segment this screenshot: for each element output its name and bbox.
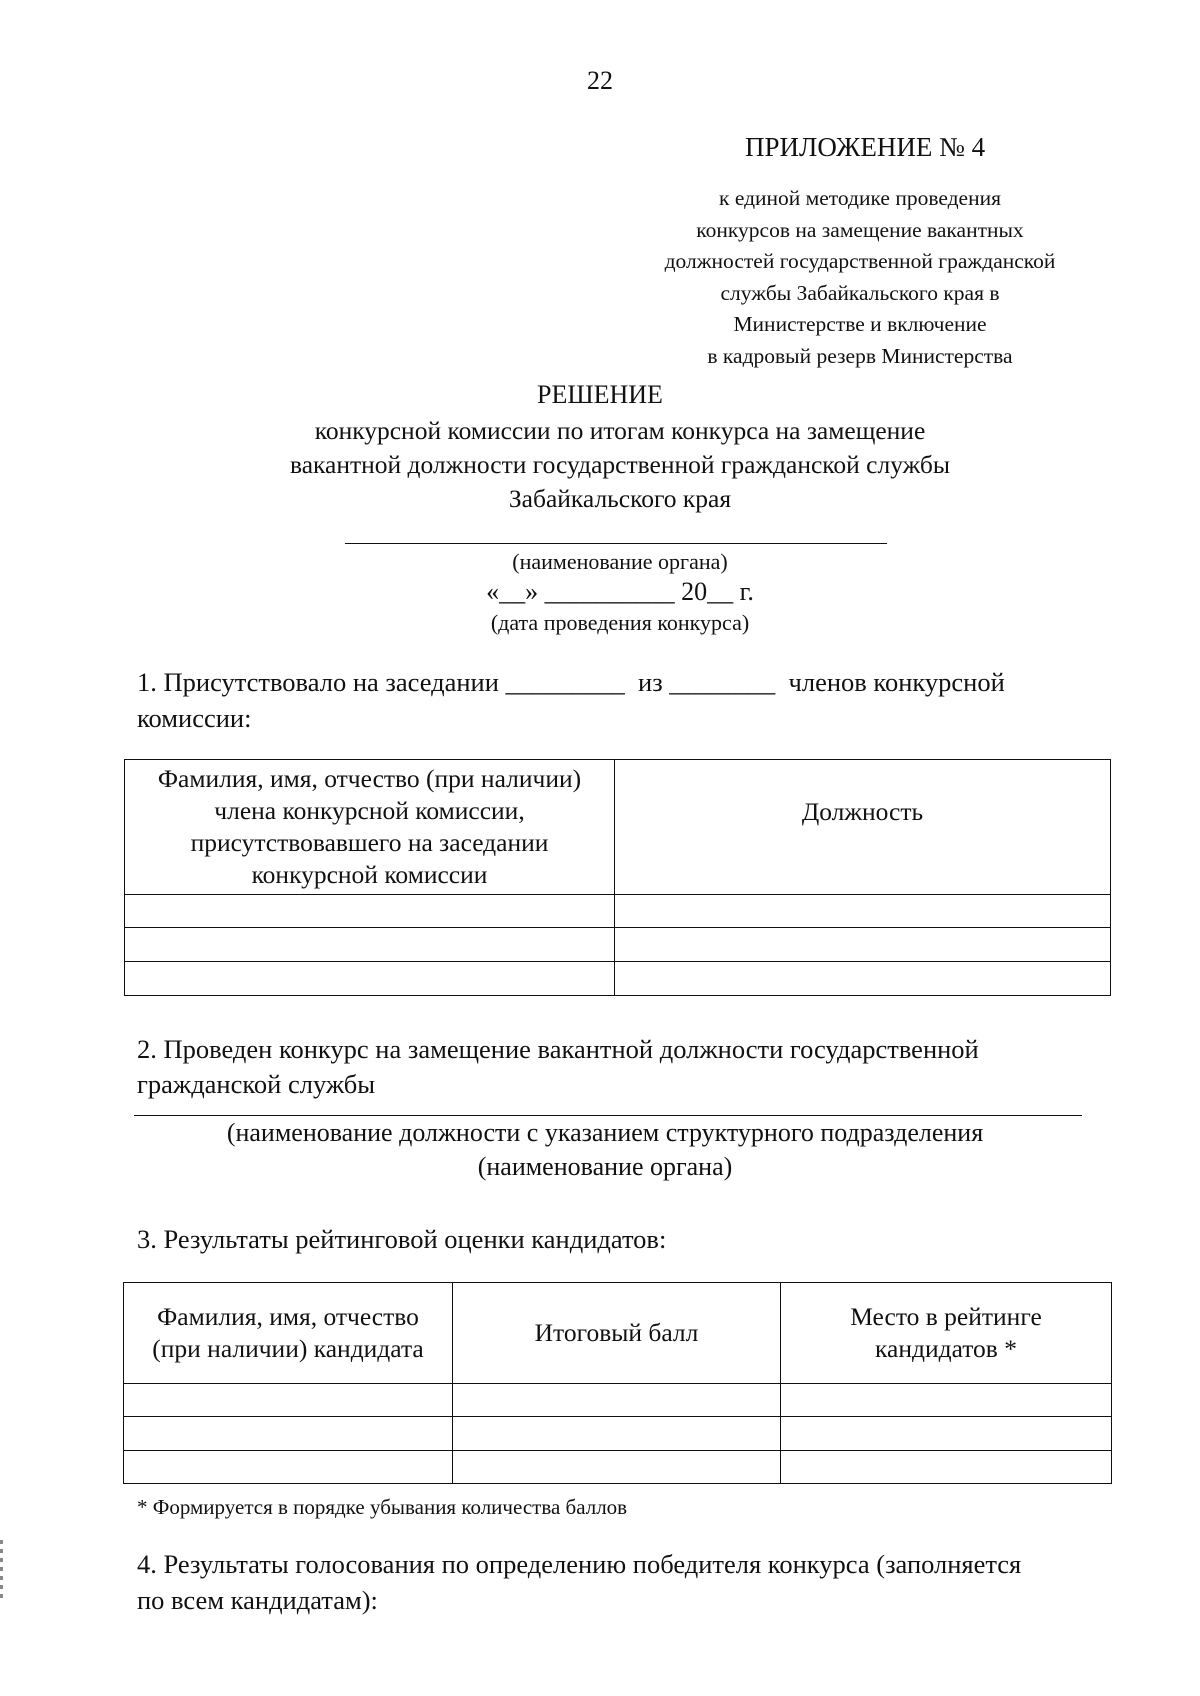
decision-subtitle-line: вакантной должности государственной гражданской службы: [289, 450, 951, 479]
section3-text: 3. Результаты рейтинговой оценки кандидатов:: [137, 1224, 667, 1254]
table-row: [125, 895, 1111, 928]
contest-date-caption: (дата проведения конкурса): [490, 610, 750, 635]
table-cell[interactable]: [453, 1384, 781, 1417]
header-member-name: Фамилия, имя, отчество (при наличии) члена конкурсной комиссии, присутствовавшего на заседании конкурсной комиссии: [125, 760, 615, 895]
decision-subtitle-line: Забайкальского края: [508, 484, 732, 513]
table-cell[interactable]: [124, 1417, 453, 1451]
rating-results-table: [123, 1282, 1112, 1484]
header-position: Должность: [615, 760, 1111, 895]
header-rating-place: Место в рейтинге кандидатов *: [781, 1283, 1112, 1384]
table-cell[interactable]: [125, 895, 615, 928]
appendix-subtitle: [600, 183, 1120, 372]
table-cell[interactable]: [615, 962, 1111, 996]
organ-name-blank-line[interactable]: [345, 543, 887, 544]
commission-members-table: [124, 759, 1111, 996]
table-row: [125, 962, 1111, 996]
section4-text-line2: по всем кандидатам):: [137, 1585, 378, 1615]
table-cell[interactable]: [781, 1384, 1112, 1417]
section1-text-line2: комиссии:: [137, 703, 252, 733]
decision-subtitle-line: конкурсной комиссии по итогам конкурса на замещение: [314, 416, 926, 445]
table-row: [124, 1417, 1112, 1451]
table-cell[interactable]: [453, 1417, 781, 1451]
table-cell[interactable]: [781, 1417, 1112, 1451]
organ-name-caption: (наименование органа): [512, 549, 728, 574]
table-cell[interactable]: [781, 1451, 1112, 1484]
table-cell[interactable]: [125, 928, 615, 962]
table-cell[interactable]: [125, 962, 615, 996]
scan-edge-mark: [0, 1540, 3, 1600]
table-cell[interactable]: [124, 1384, 453, 1417]
appendix-subtitle-line: должностей государственной гражданской: [664, 249, 1056, 273]
table-row: [125, 928, 1111, 962]
section4-text-line1: 4. Результаты голосования по определению победителя конкурса (заполняется: [137, 1549, 1022, 1579]
table-cell[interactable]: [453, 1451, 781, 1484]
table-cell[interactable]: [615, 928, 1111, 962]
header-total-score: Итоговый балл: [453, 1283, 781, 1384]
table-cell[interactable]: [615, 895, 1111, 928]
table-cell[interactable]: [124, 1451, 453, 1484]
position-name-blank-line[interactable]: [134, 1115, 1082, 1116]
appendix-subtitle-line: службы Забайкальского края в: [720, 280, 1000, 305]
section2-text-line1: 2. Проведен конкурс на замещение вакантной должности государственной: [137, 1034, 979, 1064]
section2-text-line2: гражданской службы: [137, 1069, 376, 1099]
header-candidate-name: Фамилия, имя, отчество (при наличии) кандидата: [124, 1283, 453, 1384]
appendix-subtitle-line: к единой методике проведения: [719, 186, 1001, 210]
position-name-caption: (наименование должности с указанием структурного подразделения: [226, 1118, 984, 1147]
appendix-subtitle-line: конкурсов на замещение вакантных: [696, 217, 1024, 242]
table-row: [124, 1451, 1112, 1484]
table-header-row: [124, 1283, 1112, 1384]
contest-date-line[interactable]: «__» __________ 20__ г.: [486, 577, 754, 606]
decision-title: РЕШЕНИЕ: [537, 380, 663, 409]
organ-name-caption-2: (наименование органа): [477, 1152, 733, 1181]
appendix-title: ПРИЛОЖЕНИЕ № 4: [745, 132, 986, 162]
page-number: 22: [587, 66, 613, 95]
rating-footnote: * Формируется в порядке убывания количества баллов: [137, 1495, 628, 1519]
decision-subtitle: [200, 414, 1040, 516]
table-row: [124, 1384, 1112, 1417]
section1-text-line1: 1. Присутствовало на заседании _________ из ________ членов конкурсной: [137, 667, 1005, 697]
appendix-subtitle-line: в кадровый резерв Министерства: [707, 343, 1013, 368]
table-header-row: [125, 760, 1111, 895]
appendix-subtitle-line: Министерстве и включение: [733, 312, 987, 336]
